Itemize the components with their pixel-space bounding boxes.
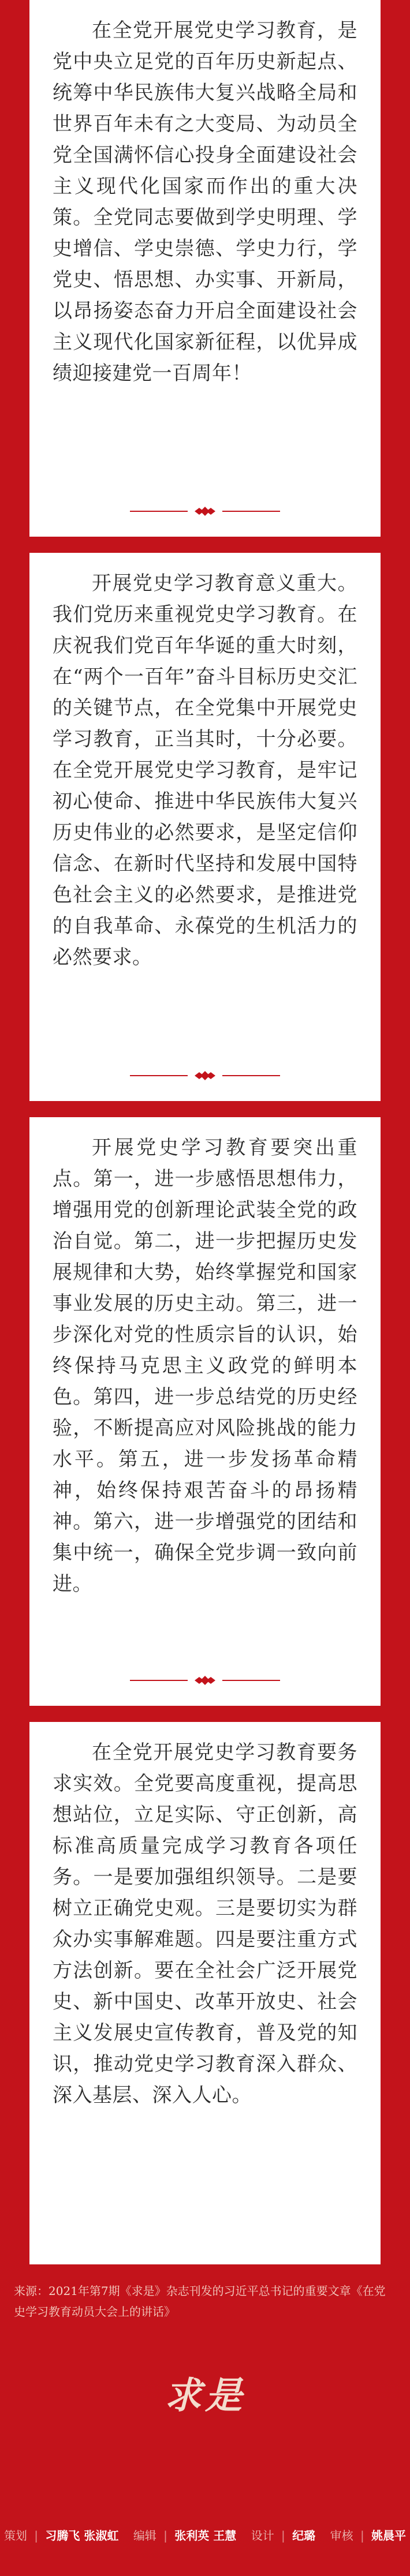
paragraph-card-2 — [29, 553, 381, 1101]
paragraph-2: 开展党史学习教育意义重大。我们党历来重视党史学习教育。在庆祝我们党百年华诞的重大时刻，在“两个一百年”奋斗目标历史交汇的关键节点，在全党集中开展党史学习教育，正当其时，十分必要。在全党开展党史学习教育，是牢记初心使命、推进中华民族伟大复兴历史伟业的必然要求，是坚定信仰信念、在新时代坚持和发展中国特色社会主义的必然要求，是推进党的自我革命、永葆党的生机活力的必然要求。 — [53, 572, 357, 969]
credit-separator: | — [281, 2529, 285, 2543]
paragraph-3: 开展党史学习教育要突出重点。第一，进一步感悟思想伟力，增强用党的创新理论武装全党的政治自觉。第二，进一步把握历史发展规律和大势，始终掌握党和国家事业发展的历史主动。第三，进一步深化对党的性质宗旨的认识，始终保持马克思主义政党的鲜明本色。第四，进一步总结党的历史经验，不断提高应对风险挑战的能力水平。第五，进一步发扬革命精神，始终保持艰苦奋斗的昂扬精神。第六，进一步增强党的团结和集中统一，确保全党步调一致向前进。 — [53, 1136, 357, 1596]
credit-label-review: 审核 — [330, 2529, 353, 2543]
credit-separator: | — [163, 2529, 167, 2543]
qiushi-logo: 求是 — [165, 2374, 245, 2417]
paragraph-card-4 — [29, 1722, 381, 2264]
credit-label-planning: 策划 — [3, 2529, 27, 2543]
ornament-divider-icon — [130, 1070, 280, 1081]
credit-names-review: 姚晨平 — [371, 2529, 407, 2543]
credit-names-design: 纪璐 — [292, 2529, 316, 2543]
ornament-divider — [130, 1070, 280, 1081]
ornament-divider — [130, 506, 280, 517]
paragraph-1: 在全党开展党史学习教育，是党中央立足党的百年历史新起点、统筹中华民族伟大复兴战略全局和世界百年未有之大变局、为动员全党全国满怀信心投身全面建设社会主义现代化国家而作出的重大决策。全党同志要做到学史明理、学史增信、学史崇德、学史力行，学党史、悟思想、办实事、开新局，以昂扬姿态奋力开启全面建设社会主义现代化国家新征程，以优异成绩迎接建党一百周年！ — [53, 19, 357, 385]
paragraph-card-3 — [29, 1117, 381, 1706]
ornament-divider-icon — [130, 1675, 280, 1686]
ornament-divider-icon — [130, 506, 280, 517]
credit-label-editing: 编辑 — [133, 2529, 156, 2543]
credits-bar — [0, 2526, 410, 2543]
credit-names-editing: 张利英 王慧 — [174, 2529, 237, 2543]
paragraph-card-1 — [29, 0, 381, 537]
paragraph-4: 在全党开展党史学习教育要务求实效。全党要高度重视，提高思想站位，立足实际、守正创新，高标准高质量完成学习教育各项任务。一是要加强组织领导。二是要树立正确党史观。三是要切实为群众办实事解难题。四是要注重方式方法创新。要在全社会广泛开展党史、新中国史、改革开放史、社会主义发展史宣传教育，普及党的知识，推动党史学习教育深入群众、深入基层、深入人心。 — [53, 1741, 357, 2107]
ornament-divider — [130, 1675, 280, 1686]
credit-separator: | — [34, 2529, 39, 2543]
credit-names-planning: 习腾飞 张淑虹 — [45, 2529, 119, 2543]
credit-label-design: 设计 — [251, 2529, 274, 2543]
credit-separator: | — [360, 2529, 364, 2543]
source-note: 来源：2021年第7期《求是》杂志刊发的习近平总书记的重要文章《在党史学习教育动员大会上的讲话》 — [14, 2284, 386, 2319]
